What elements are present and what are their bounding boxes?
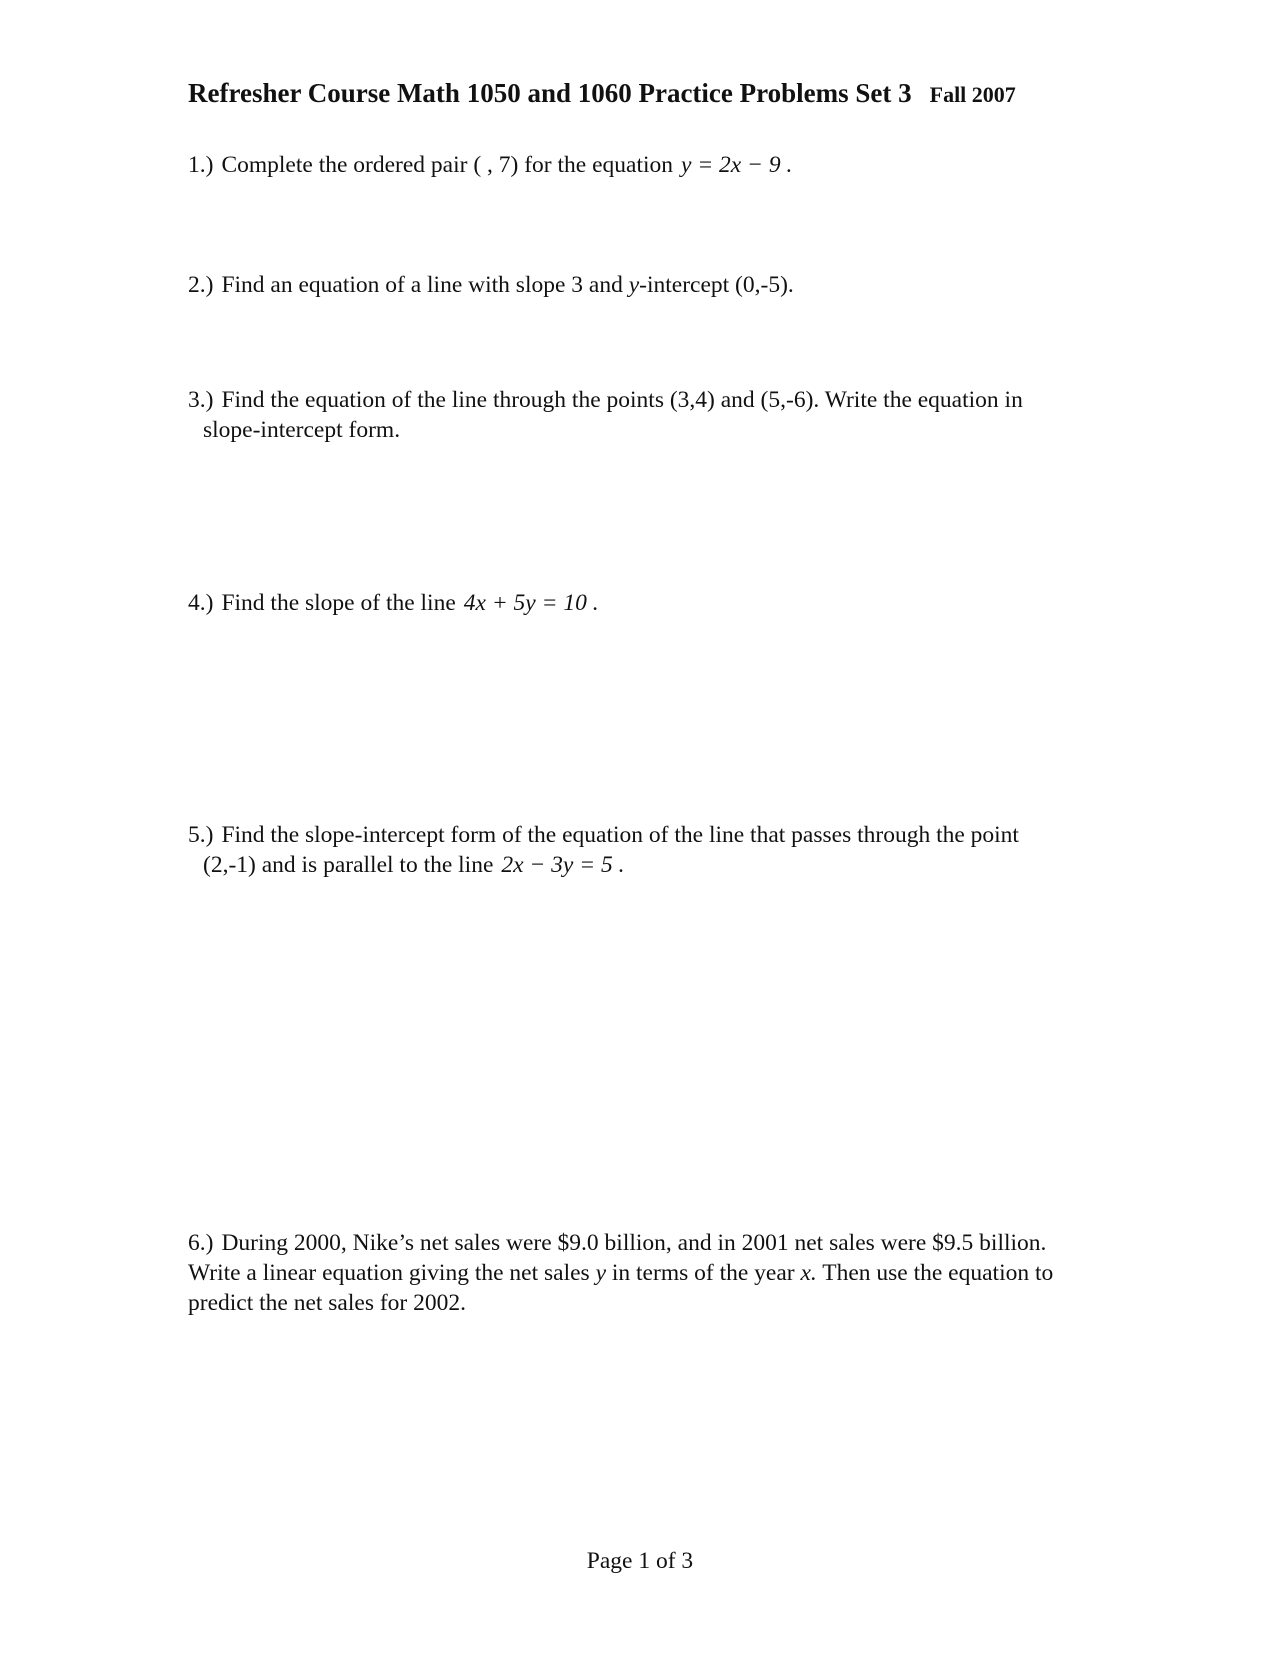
- variable-y: y: [628, 272, 640, 298]
- problem-text: Find the equation of the line through the points (3,4) and (5,-6). Write the equation in: [221, 387, 1023, 413]
- problem-number: 6.): [188, 1230, 214, 1256]
- problem-number: 4.): [188, 590, 214, 616]
- problem-number: 2.): [188, 272, 214, 298]
- page-number: Page 1 of 3: [586, 1548, 694, 1574]
- problem-text-cont: slope-intercept form.: [203, 417, 401, 443]
- problem-2: [188, 270, 1098, 300]
- problem-text: During 2000, Nike’s net sales were $9.0 billion, and in 2001 net sales were $9.5 billion. Write a linear equation giving the net sales: [188, 1230, 1047, 1286]
- title-text: Refresher Course Math 1050 and 1060 Practice Problems Set 3: [188, 78, 912, 108]
- problem-number: 3.): [188, 387, 214, 413]
- problem-text-cont: (2,-1) and is parallel to the line 2x − 3y = 5 .: [203, 852, 625, 878]
- problem-text: Find the slope of the line: [221, 590, 456, 616]
- equation: y = 2x − 9 .: [681, 152, 793, 178]
- problem-1: [188, 150, 1098, 180]
- term-label: Fall 2007: [929, 82, 1016, 107]
- variable-y: y: [595, 1260, 606, 1286]
- problem-6: [188, 1228, 1098, 1318]
- equation: 4x + 5y = 10 .: [463, 590, 599, 616]
- problem-3: [188, 385, 1098, 445]
- problem-text-cont: -intercept (0,-5).: [639, 272, 794, 298]
- equation: 2x − 3y = 5 .: [501, 852, 625, 878]
- problem-text-cont: in terms of the year: [611, 1260, 795, 1286]
- variable-x: x.: [800, 1260, 817, 1286]
- problem-4: [188, 588, 1098, 618]
- problem-number: 5.): [188, 822, 214, 848]
- problem-text-end: Then use the equation to predict the net sales for 2002.: [188, 1260, 1054, 1316]
- problem-text: Find an equation of a line with slope 3 and: [221, 272, 623, 298]
- page-footer: [0, 1546, 1280, 1576]
- page-title: [188, 76, 1016, 112]
- problem-text: Complete the ordered pair ( , 7) for the equation: [221, 152, 674, 178]
- problem-text: Find the slope-intercept form of the equation of the line that passes through the point: [221, 822, 1019, 848]
- problem-number: 1.): [188, 152, 214, 178]
- problem-5: [188, 820, 1098, 880]
